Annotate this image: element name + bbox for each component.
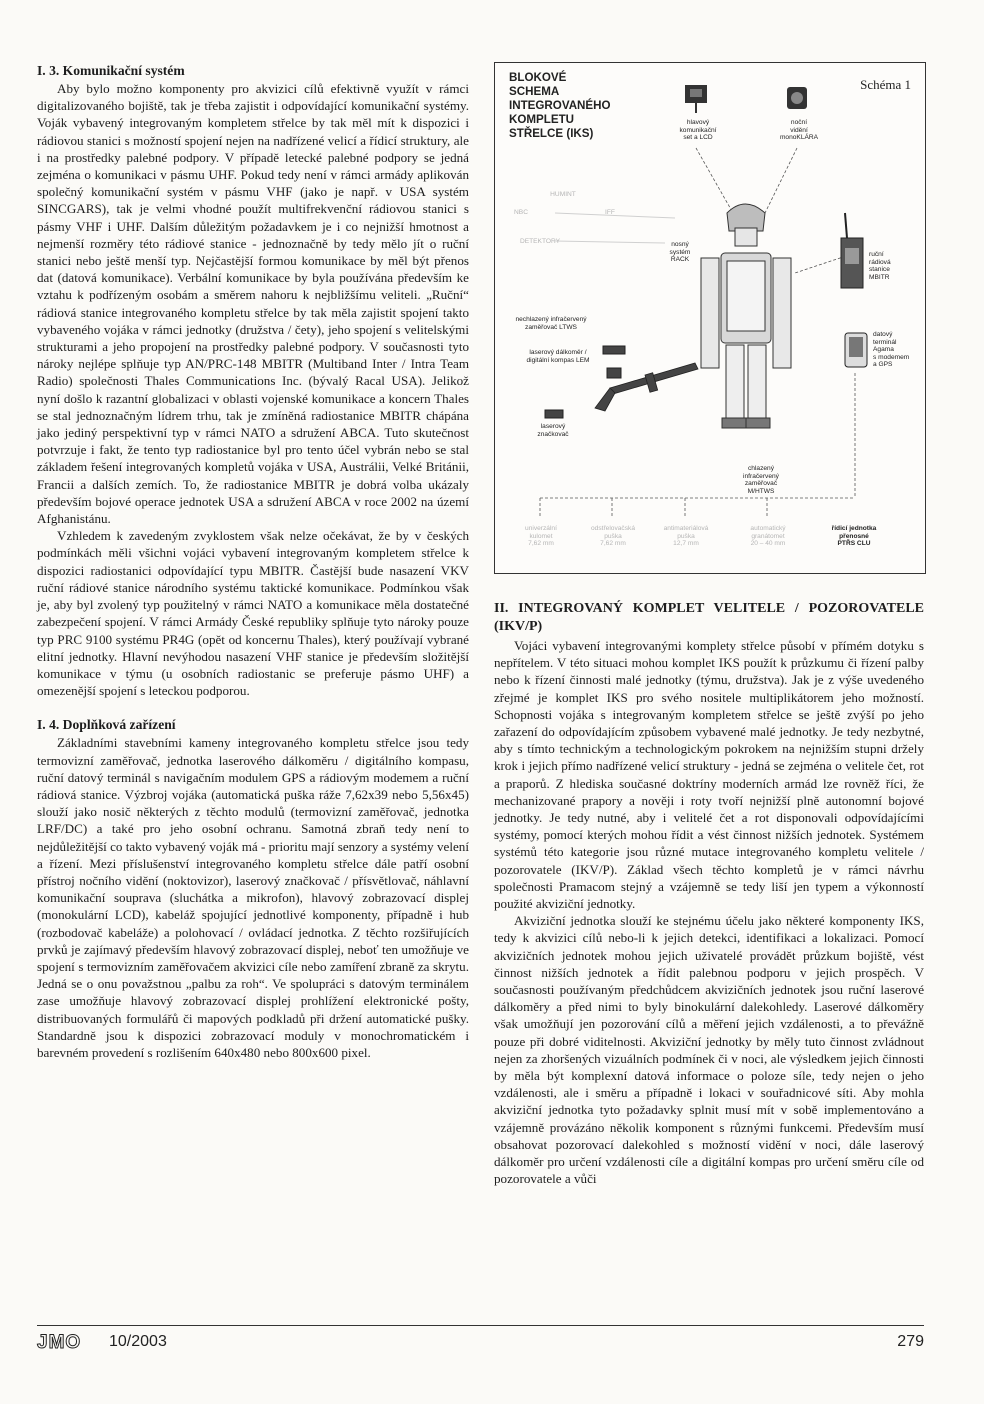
label-ptrs-clu: řídicí jednotka přenosné PTŘS CLU xyxy=(831,525,877,548)
radio-drawing xyxy=(841,213,863,288)
page-number: 279 xyxy=(897,1333,924,1350)
paragraph: Aby bylo možno komponenty pro akvizici cílů efektivně využít v rámci digitalizovaného bojiště, tak je třeba zajistit i odpovídající komunikační systémy. Voják vybavený integrovaným kompletem střelce by tak měl mít k dispozici i rádiovou stanici s možností spojení nejen na nadřízené velicí a řídicí struktury, ale i na prostředky palebné podpory. V případě letecké palebné podpory se jedná zejména o komunikaci v pásmu UHF. Pokud tedy není v rámci armády aplikován společný komunikační systém v pásmu VHF (jako je např. v USA systém SINCGARS), tak je velmi vhodné použít multifrekvenční rádiovou stanici s pásmy VHF i UHF. Dalším důležitým požadavkem je i co nejnižší hmotnost a nejmenší rozměry této rádiové stanice - jednoznačně by tedy mělo jít o ruční stanici nebo ještě menší typ. Nejčastější formou komunikace by měl být přenos dat (datová komunikace). Verbální komunikace by byla používána především ke vztahu k podřízeným osobám a směrem nahoru k nejbližšímu veliteli. „Ruční“ rádiová stanice integrovaného kompletu střelce by tak měla zajistit spojení takto vybaveného vojáka v rámci jednotky (družstva / čety), jeho spojení s velitelskými strukturami a jeho propojení na prostředky palebné podpory. V současnosti tyto nároky nejlépe splňuje typ AN/PRC-148 MBITR (Multiband Inter / Intra Team Radio) společnosti Thales Communications Inc. (bývalý Racal USA). Jelikož nyní došlo k razantní globalizaci v oblasti vojenské komunikace a koncern Thales se stal jednoznačným lídrem trhu, tak je zmíněná radiostanice MBITR chápána jako jediný perspektivní typ v rámci NATO a sdružení ABCA. Tuto skutečnost potvrzuje i fakt, že tento typ radiostanice byl pro tento účel vybrán nebo se stal základem řešení integrovaných kompletů vojáka v USA, Austrálii, Velké Británii, Francii a dalších zemích. To, že radiostanice MBITR je dobrá volba ukázaly především bojové operace jednotek USA a sdružení ABCA v roce 2002 na území Afghanistánu. xyxy=(37,81,469,527)
label-universal-mg: univerzální kulomet 7,62 mm xyxy=(525,525,557,548)
helmet-lcd-icon xyxy=(685,85,707,113)
label-nbc: NBC xyxy=(514,209,528,216)
diagram-title: BLOKOVÉ SCHEMA INTEGROVANÉHO KOMPLETU STŘELCE (IKS) xyxy=(509,71,611,140)
journal-logo: JMO xyxy=(37,1332,82,1353)
night-vision-icon xyxy=(787,87,807,109)
label-lem: laserový dálkoměr / digitální kompas LEM xyxy=(526,349,590,364)
label-laser-marker: laserový značkovač xyxy=(537,423,569,438)
label-humint: HUMINT xyxy=(550,191,576,198)
sensor-links xyxy=(555,213,675,243)
label-terminal: datový terminál Agama s modemem a GPS xyxy=(873,331,910,369)
paragraph: Základními stavebními kameny integrovaného kompletu střelce jsou tedy termovizní zaměřovač, jednotka laserového dálkoměru / digitálního kompasu, ruční datový terminál s navigačním modulem GPS a rádiovým modemem a ruční rádiová stanice. Výzbroj vojáka (automatická puška ráže 7,62x39 nebo 5,56x45) slouží jako nosič některých z těchto modulů (termovizní zaměřovač, jednotka LRF/DC) a také pro jeho osobní ochranu. Samotná zbraň tedy není to nejdůležitější co takto vybavený voják má - prioritu mají senzory a systémy velení a řízení. Mezi příslušenství integrovaného kompletu střelce dále patří osobní přístroj nočního vidění (noktovizor), laserový značkovač / přísvětlovač, náhlavní komunikační souprava (sluchátka a mikrofon), hlavový zobrazovací displej (monokulární LCD), kabeláž spojující jednotlivé komponenty, případně i hub (rozbodovač kabeláže) a polohovací / ovládací jednotka. Z těchto rozšiřujících prvků je zajímavý především hlavový zobrazovací displej, neboť ten umožňuje ve spojení s termovizním zaměřovačem akvizici cíle nebo zamíření zbraně za skrytu. Jedná se o onu považstnou „palbu za roh“. Ve spolupráci s datovým terminálem zase umožňuje hlavový zobrazovací displej prohlížení elektronické pošty, distribuovaných formulářů či mapových podkladů při držení automatické pušky. Standardně jsou k dispozici zobrazovací moduly v monochromatickém i barevném provedení s rozlišením 640x480 nebo 800x600 pixel. xyxy=(37,735,469,1060)
label-ltws: nechlazený infračervený zaměřovač LTWS xyxy=(515,316,587,331)
label-iff: IFF xyxy=(605,209,615,216)
label-antimaterial-rifle: antimateriálová puška 12,7 mm xyxy=(663,525,709,548)
left-column xyxy=(37,62,469,1061)
label-grenade-launcher: automatický granátomet 20 – 40 mm xyxy=(750,525,786,548)
laser-marker-drawing xyxy=(545,410,563,418)
section-title-ikvp: II. INTEGROVANÝ KOMPLET VELITELE / POZOROVATELE (IKV/P) xyxy=(494,601,924,634)
paragraph: Akviziční jednotka slouží ke stejnému účelu jako některé komponenty IKS, tedy k akvizici cílů nebo-li k jejich detekci, identifikaci a lokalizaci. Pomocí akvizičních jednotek mohou jejich uživatelé provádět průzkum bojiště, vést činnost nižších jednotek a řídit palebnou podporu v jejich prospěch. V současnosti používaným předchůdcem akvizičních jednotek jsou ruční laserové dálkoměry a před nimi to byly binokulární dalekohledy. Laserové dálkoměry však umožňují jen pozorování cílů a měření jejich vzdálenosti, a to převážně pouze při dobré viditelnosti. Akviziční jednotky by měly tuto činnost zvládnout nejen za zhoršených vizuálních podmínek či v noci, ale výsledkem jejich činnosti by měla být komplexní datová informace o poloze síle, tedy nejen o jeho vzdálenosti, ale i směru a případně i lokaci v souřadnicové síti. Aby mohla akviziční jednotka tyto požadavky splnit musí mít v sobě implementováno a vzájemně provázáno několik komponent s různými funkcemi. Především musí obsahovat pozorovací dalekohled s možností vidění v noci, dále laserový dálkoměr pro určení vzdálenosti cíle a digitální kompas pro určení směru cíle od pozorovatele a vůči xyxy=(494,913,924,1187)
label-mhtws: chlazený infračervený zaměřovač M/HTWS xyxy=(743,465,779,495)
terminal-drawing xyxy=(845,333,867,367)
label-helmet-lcd: hlavový komunikační set a LCD xyxy=(679,119,717,142)
connector-lines xyxy=(540,148,855,518)
paragraph: Vzhledem k zavedeným zvyklostem však nelze očekávat, že by v českých podmínkách měli všichni vojáci vybavení integrovaným kompletem střelce k dispozici radiostanici odpovídající typu MBITR. Častější bude nasazení VKV ruční rádiové stanice národního systému taktické komunikace. Podmínkou však je, aby byl zvolený typ použitelný v rámci NATO a komunikace měla dostatečné zabezpečení spojení. V rámci Armády České republiky splňuje tyto nároky pouze typ PRC 9100 systému PR4G (opět od koncernu Thales), který používají vybrané elitní jednotky. Hlavní nevýhodou nasazení VHF stanice je především složitější komunikace v týmu (u osobních radiostanic se preferuje pásmo UHF) a omezenější spojení s leteckou podporou. xyxy=(37,528,469,699)
schema-label: Schéma 1 xyxy=(860,77,911,92)
soldier-figure xyxy=(701,204,791,428)
label-sniper-rifle: odstřelovačská puška 7,62 mm xyxy=(591,525,635,548)
ltws-drawing xyxy=(603,346,625,354)
lem-drawing xyxy=(607,368,621,378)
right-column xyxy=(494,600,924,1188)
label-night-vision: noční vidění monoKLÁRA xyxy=(779,119,819,142)
iks-block-diagram xyxy=(494,62,926,574)
page-footer xyxy=(37,1325,924,1356)
label-rack: nosný systém RACK xyxy=(669,241,691,264)
section-gap xyxy=(37,699,469,716)
paragraph: Vojáci vybavení integrovanými komplety střelce působí v přímém dotyku s nepřítelem. V této situaci mohou komplet IKS použít k průzkumu či řízení palby nebo k řízení činnosti malé jednotky (týmu, družstva). Jak je z výše uvedeného zřejmé je komplet IKS pro svého nositele multiplikátorem jeho možností. Schopnosti vojáka s integrovaným kompletem střelce se ještě zvýší po jeho zařazení do odpovídajícím způsobem vybavené malé jednotky. Je tedy nezbytné, aby s tímto technickým a technologickým pokrokem na nejnižším stupni držely krok i jejich přímo nadřízené velicí struktury - jedná se zejména o velitele čet, rot a praporů. Z hlediska současné doktríny moderních armád lze rovněž říci, že mechanizované prapory a nověji i roty tvoří nejnižší plně autonomní bojové jednotky. Je tedy nutné, aby i velitelé čet a rot disponovali odpovídajícími systémy, pomocí kterých mohou řídit a vést činnost nižších jednotek. Systémem systémů této kategorie jsou různé mutace integrovaného kompletu velitele / pozorovatele (IKV/P). Základ všech těchto kompletů je v rámci návrhu společnosti Pramacom stejný a vzájemně se tedy liší jen typem a výkonností použité akviziční jednotky. xyxy=(494,638,924,912)
label-detectors: DETEKTORY xyxy=(519,238,561,245)
section-title-doplnkova-zarizeni: I. 4. Doplňková zařízení xyxy=(37,717,176,733)
section-title-komunikacni-system: I. 3. Komunikační systém xyxy=(37,63,185,78)
issue-number: 10/2003 xyxy=(109,1333,167,1350)
label-radio: ruční rádiová stanice MBITR xyxy=(869,251,891,281)
